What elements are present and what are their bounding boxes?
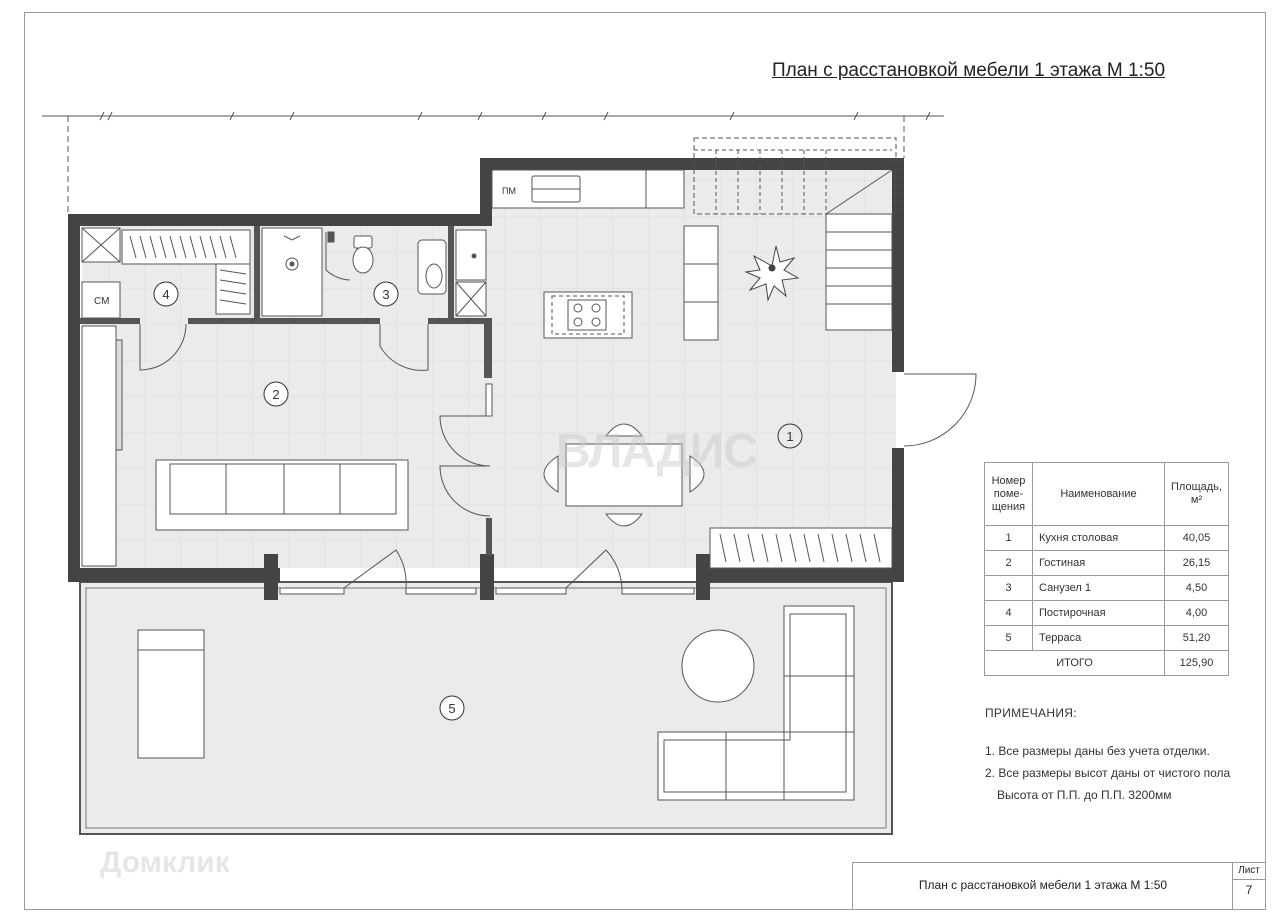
legend-header-area: Площадь, м² xyxy=(1165,463,1229,526)
note-item: 2. Все размеры высот даны от чистого пола xyxy=(985,766,1231,780)
kitchen-counter xyxy=(492,170,684,208)
legend-cell-number: 5 xyxy=(985,626,1033,651)
legend-total-area: 125,90 xyxy=(1165,651,1229,676)
table-row xyxy=(985,551,1229,576)
legend-cell-number: 2 xyxy=(985,551,1033,576)
stamp-title: План с расстановкой мебели 1 этажа М 1:50 xyxy=(918,878,1168,892)
living-cabinet xyxy=(82,326,122,566)
notes-block xyxy=(985,706,1230,810)
sheet-label: Лист xyxy=(1233,863,1265,880)
living-sofa xyxy=(156,460,408,530)
legend-cell-area: 4,00 xyxy=(1165,601,1229,626)
note-item: 1. Все размеры даны без учета отделки. xyxy=(985,744,1210,758)
kitchen-island xyxy=(544,292,632,338)
legend-cell-area: 4,50 xyxy=(1165,576,1229,601)
room-marker-3 xyxy=(374,282,398,306)
watermark-corner: Домклик xyxy=(100,846,230,879)
legend-header-name: Наименование xyxy=(1033,463,1165,526)
table-row xyxy=(985,626,1229,651)
legend-total-label: ИТОГО xyxy=(985,651,1165,676)
legend-cell-name: Кухня столовая xyxy=(1033,526,1165,551)
table-row xyxy=(985,576,1229,601)
legend-cell-area: 51,20 xyxy=(1165,626,1229,651)
legend-header-number: Номер поме- щения xyxy=(985,463,1033,526)
legend-header-row xyxy=(985,463,1229,526)
table-row xyxy=(985,526,1229,551)
svg-text:4: 4 xyxy=(162,287,170,302)
title-stamp xyxy=(852,862,1266,910)
svg-text:5: 5 xyxy=(448,701,456,716)
note-item: Высота от П.П. до П.П. 3200мм xyxy=(997,788,1172,802)
kitchen-sofa xyxy=(684,226,718,340)
legend-cell-number: 3 xyxy=(985,576,1033,601)
legend-cell-name: Гостиная xyxy=(1033,551,1165,576)
sheet-number: 7 xyxy=(1245,883,1253,897)
dishwasher-label: ПМ xyxy=(502,186,516,196)
legend-cell-name: Терраса xyxy=(1033,626,1165,651)
svg-text:1: 1 xyxy=(786,429,794,444)
room-marker-4 xyxy=(154,282,178,306)
legend-cell-area: 40,05 xyxy=(1165,526,1229,551)
legend-cell-name: Постирочная xyxy=(1033,601,1165,626)
kitchen-closets xyxy=(456,230,486,316)
legend-total-row xyxy=(985,651,1229,676)
svg-text:3: 3 xyxy=(382,287,390,302)
wardrobe-label: СМ xyxy=(94,296,110,307)
room-legend-table xyxy=(984,462,1229,676)
legend-cell-number: 4 xyxy=(985,601,1033,626)
legend-cell-area: 26,15 xyxy=(1165,551,1229,576)
notes-heading: ПРИМЕЧАНИЯ: xyxy=(985,706,1077,720)
storage-rack xyxy=(710,528,892,568)
table-row xyxy=(985,601,1229,626)
watermark-center: ВЛАДИС xyxy=(556,425,757,478)
legend-cell-number: 1 xyxy=(985,526,1033,551)
legend-cell-name: Санузел 1 xyxy=(1033,576,1165,601)
room-marker-2 xyxy=(264,382,288,406)
page-title: План с расстановкой мебели 1 этажа М 1:50 xyxy=(772,60,1166,81)
svg-text:2: 2 xyxy=(272,387,280,402)
sheet-cell xyxy=(1232,863,1265,909)
room-marker-5 xyxy=(440,696,464,720)
